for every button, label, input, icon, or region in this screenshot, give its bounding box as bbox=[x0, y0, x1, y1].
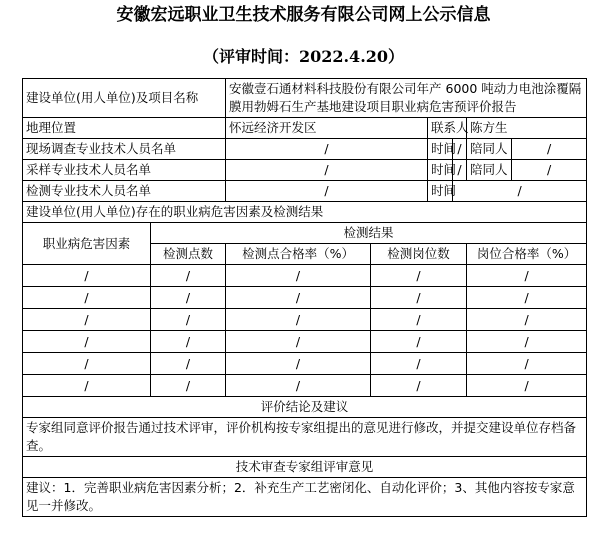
survey-staff-value: / bbox=[226, 139, 428, 160]
cell-positions: / bbox=[371, 375, 467, 397]
cell-point-rate: / bbox=[226, 331, 371, 353]
col-points-header: 检测点数 bbox=[151, 244, 226, 265]
test-results-header: 检测结果 bbox=[151, 223, 587, 244]
row-expert-opinion bbox=[23, 478, 587, 517]
sampling-time-value: / bbox=[453, 160, 467, 181]
survey-time-value: / bbox=[453, 139, 467, 160]
cell-hazard-factor: / bbox=[23, 331, 151, 353]
sampling-time-label: 时间 bbox=[428, 160, 453, 181]
cell-position-rate: / bbox=[467, 375, 587, 397]
cell-points: / bbox=[151, 331, 226, 353]
sampling-companion-value: / bbox=[512, 160, 587, 181]
cell-points: / bbox=[151, 375, 226, 397]
cell-positions: / bbox=[371, 287, 467, 309]
sampling-companion-label: 陪同人 bbox=[467, 160, 512, 181]
cell-position-rate: / bbox=[467, 265, 587, 287]
row-conclusion-header bbox=[23, 397, 587, 418]
location-value: 怀远经济开发区 bbox=[226, 118, 428, 139]
row-hazard-header-1 bbox=[23, 223, 587, 244]
table-row bbox=[23, 265, 587, 287]
cell-position-rate: / bbox=[467, 353, 587, 375]
testing-staff-value: / bbox=[226, 181, 428, 202]
row-expert-header bbox=[23, 457, 587, 478]
cell-points: / bbox=[151, 353, 226, 375]
cell-positions: / bbox=[371, 265, 467, 287]
cell-positions: / bbox=[371, 331, 467, 353]
col-position-rate-header: 岗位合格率（%） bbox=[467, 244, 587, 265]
survey-staff-label: 现场调查专业技术人员名单 bbox=[23, 139, 226, 160]
testing-staff-label: 检测专业技术人员名单 bbox=[23, 181, 226, 202]
cell-point-rate: / bbox=[226, 353, 371, 375]
row-conclusion bbox=[23, 418, 587, 457]
survey-time-label: 时间 bbox=[428, 139, 453, 160]
cell-position-rate: / bbox=[467, 331, 587, 353]
cell-point-rate: / bbox=[226, 287, 371, 309]
cell-points: / bbox=[151, 309, 226, 331]
table-row bbox=[23, 287, 587, 309]
cell-hazard-factor: / bbox=[23, 287, 151, 309]
col-positions-header: 检测岗位数 bbox=[371, 244, 467, 265]
cell-point-rate: / bbox=[226, 309, 371, 331]
testing-time-label: 时间 bbox=[428, 181, 453, 202]
hazard-factor-header: 职业病危害因素 bbox=[23, 223, 151, 265]
row-hazard-section bbox=[23, 202, 587, 223]
cell-hazard-factor: / bbox=[23, 353, 151, 375]
row-survey-staff bbox=[23, 139, 587, 160]
survey-companion-label: 陪同人 bbox=[467, 139, 512, 160]
table-row bbox=[23, 331, 587, 353]
cell-hazard-factor: / bbox=[23, 375, 151, 397]
expert-opinion-text: 建议：1．完善职业病危害因素分析；2．补充生产工艺密闭化、自动化评价；3、其他内容按专家意见一并修改。 bbox=[23, 478, 587, 517]
page-title: 安徽宏远职业卫生技术服务有限公司网上公示信息 bbox=[116, 5, 491, 25]
cell-points: / bbox=[151, 287, 226, 309]
disclosure-table bbox=[22, 78, 587, 517]
contact-value: 陈方生 bbox=[467, 118, 587, 139]
row-testing-staff bbox=[23, 181, 587, 202]
cell-position-rate: / bbox=[467, 309, 587, 331]
conclusion-text: 专家组同意评价报告通过技术评审，评价机构按专家组提出的意见进行修改，并提交建设单位存档备查。 bbox=[23, 418, 587, 457]
cell-position-rate: / bbox=[467, 287, 587, 309]
unit-project-value: 安徽壹石通材料科技股份有限公司年产 6000 吨动力电池涂覆隔膜用勃姆石生产基地建设项目职业病危害预评价报告 bbox=[226, 79, 587, 118]
unit-project-label: 建设单位(用人单位)及项目名称 bbox=[23, 79, 226, 118]
survey-companion-value: / bbox=[512, 139, 587, 160]
row-sampling-staff bbox=[23, 160, 587, 181]
review-date: （评审时间：2022.4.20） bbox=[202, 47, 405, 66]
testing-time-value: / bbox=[453, 181, 587, 202]
cell-point-rate: / bbox=[226, 265, 371, 287]
cell-points: / bbox=[151, 265, 226, 287]
sampling-staff-value: / bbox=[226, 160, 428, 181]
cell-positions: / bbox=[371, 353, 467, 375]
table-row bbox=[23, 353, 587, 375]
sampling-staff-label: 采样专业技术人员名单 bbox=[23, 160, 226, 181]
col-point-rate-header: 检测点合格率（%） bbox=[226, 244, 371, 265]
cell-point-rate: / bbox=[226, 375, 371, 397]
expert-opinion-header: 技术审查专家组评审意见 bbox=[23, 457, 587, 478]
row-location bbox=[23, 118, 587, 139]
cell-hazard-factor: / bbox=[23, 309, 151, 331]
contact-label: 联系人 bbox=[428, 118, 467, 139]
row-unit-project bbox=[23, 79, 587, 118]
cell-positions: / bbox=[371, 309, 467, 331]
location-label: 地理位置 bbox=[23, 118, 226, 139]
table-row bbox=[23, 375, 587, 397]
table-row bbox=[23, 309, 587, 331]
hazard-section-header: 建设单位(用人单位)存在的职业病危害因素及检测结果 bbox=[23, 202, 587, 223]
cell-hazard-factor: / bbox=[23, 265, 151, 287]
conclusion-header: 评价结论及建议 bbox=[23, 397, 587, 418]
